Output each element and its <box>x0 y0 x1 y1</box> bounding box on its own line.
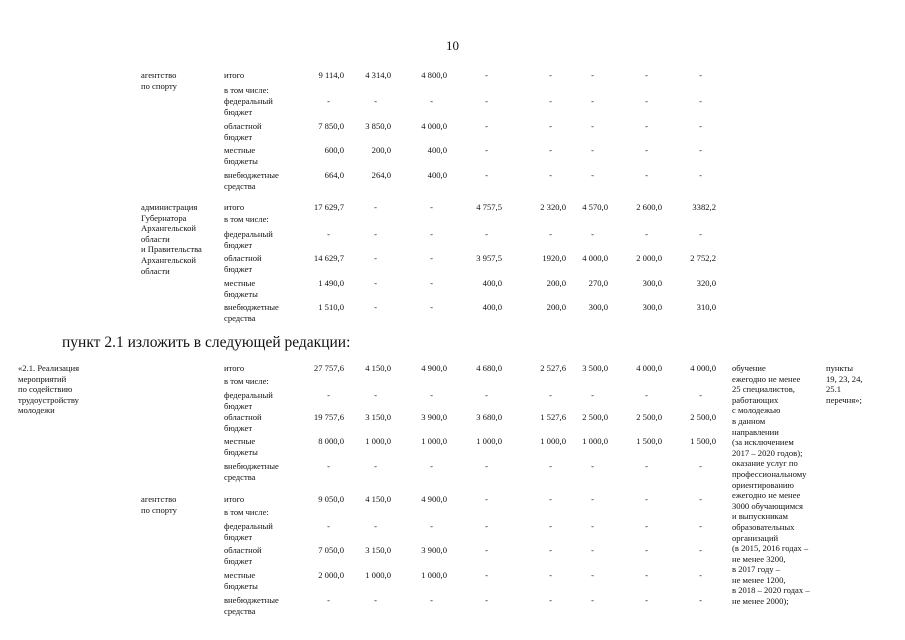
value-cell: - <box>549 229 552 239</box>
value-cell: - <box>591 390 594 400</box>
row-label-fed: федеральный бюджет <box>224 229 273 250</box>
value-cell: 400,0 <box>482 302 502 312</box>
value-cell: 3 150,0 <box>365 545 391 555</box>
value-cell: - <box>591 494 594 504</box>
value-cell: - <box>430 278 433 288</box>
value-cell: 4 000,0 <box>421 121 447 131</box>
value-cell: 200,0 <box>546 302 566 312</box>
value-cell: - <box>591 96 594 106</box>
value-cell: - <box>549 390 552 400</box>
value-cell: 3 680,0 <box>476 412 502 422</box>
value-cell: 200,0 <box>371 145 391 155</box>
value-cell: - <box>374 595 377 605</box>
value-cell: 300,0 <box>642 278 662 288</box>
value-cell: 4 314,0 <box>365 70 391 80</box>
value-cell: 14 629,7 <box>313 253 344 263</box>
row-label-vtom: в том числе: <box>224 507 269 517</box>
value-cell: 664,0 <box>324 170 344 180</box>
value-cell: - <box>485 461 488 471</box>
value-cell: - <box>327 595 330 605</box>
value-cell: - <box>374 521 377 531</box>
row-label-itogo: итого <box>224 494 245 504</box>
value-cell: 7 850,0 <box>318 121 344 131</box>
value-cell: 2 320,0 <box>540 202 566 212</box>
value-cell: - <box>645 121 648 131</box>
value-cell: 9 114,0 <box>318 70 344 80</box>
value-cell: - <box>699 229 702 239</box>
list-reference: пункты 19, 23, 24, 25.1 перечня»; <box>826 363 863 405</box>
value-cell: 400,0 <box>427 170 447 180</box>
value-cell: 1 000,0 <box>540 436 566 446</box>
value-cell: - <box>699 570 702 580</box>
row-label-mest: местные бюджеты <box>224 278 258 299</box>
value-cell: 3 500,0 <box>582 363 608 373</box>
value-cell: - <box>327 390 330 400</box>
row-label-vneb: внебюджетные средства <box>224 170 279 191</box>
value-cell: - <box>549 595 552 605</box>
row-label-obl: областной бюджет <box>224 412 262 433</box>
agency-name: агентство по спорту <box>141 494 177 515</box>
value-cell: - <box>549 121 552 131</box>
row-label-obl: областной бюджет <box>224 253 262 274</box>
value-cell: - <box>591 145 594 155</box>
value-cell: - <box>485 595 488 605</box>
value-cell: 1 500,0 <box>636 436 662 446</box>
value-cell: - <box>327 229 330 239</box>
value-cell: - <box>374 461 377 471</box>
value-cell: 3 900,0 <box>421 412 447 422</box>
value-cell: 300,0 <box>588 302 608 312</box>
value-cell: 1 510,0 <box>318 302 344 312</box>
value-cell: - <box>374 302 377 312</box>
value-cell: - <box>645 521 648 531</box>
value-cell: 8 000,0 <box>318 436 344 446</box>
value-cell: - <box>430 390 433 400</box>
value-cell: - <box>591 170 594 180</box>
value-cell: - <box>485 545 488 555</box>
value-cell: - <box>645 70 648 80</box>
value-cell: - <box>591 545 594 555</box>
value-cell: 400,0 <box>427 145 447 155</box>
value-cell: 7 050,0 <box>318 545 344 555</box>
row-label-mest: местные бюджеты <box>224 570 258 591</box>
value-cell: 4 000,0 <box>636 363 662 373</box>
value-cell: - <box>374 96 377 106</box>
value-cell: - <box>430 521 433 531</box>
value-cell: - <box>549 70 552 80</box>
value-cell: - <box>699 145 702 155</box>
value-cell: 2 752,2 <box>690 253 716 263</box>
value-cell: - <box>645 96 648 106</box>
value-cell: - <box>430 96 433 106</box>
value-cell: - <box>549 570 552 580</box>
value-cell: 2 500,0 <box>690 412 716 422</box>
value-cell: 1 000,0 <box>582 436 608 446</box>
value-cell: - <box>591 595 594 605</box>
row-label-fed: федеральный бюджет <box>224 390 273 411</box>
value-cell: - <box>645 461 648 471</box>
value-cell: - <box>645 570 648 580</box>
value-cell: 1 000,0 <box>476 436 502 446</box>
value-cell: - <box>374 229 377 239</box>
value-cell: - <box>549 461 552 471</box>
value-cell: 4 757,5 <box>476 202 502 212</box>
value-cell: - <box>485 170 488 180</box>
value-cell: - <box>485 494 488 504</box>
value-cell: - <box>645 145 648 155</box>
value-cell: - <box>485 390 488 400</box>
value-cell: - <box>430 461 433 471</box>
value-cell: - <box>485 570 488 580</box>
value-cell: - <box>645 170 648 180</box>
value-cell: 2 600,0 <box>636 202 662 212</box>
value-cell: - <box>699 494 702 504</box>
value-cell: - <box>549 170 552 180</box>
value-cell: - <box>327 521 330 531</box>
row-label-fed: федеральный бюджет <box>224 96 273 117</box>
value-cell: - <box>549 521 552 531</box>
row-label-itogo: итого <box>224 70 245 80</box>
value-cell: - <box>485 121 488 131</box>
agency-name: агентство по спорту <box>141 70 177 91</box>
value-cell: - <box>549 545 552 555</box>
value-cell: 270,0 <box>588 278 608 288</box>
value-cell: 2 500,0 <box>636 412 662 422</box>
value-cell: - <box>699 121 702 131</box>
value-cell: - <box>430 595 433 605</box>
value-cell: - <box>591 121 594 131</box>
value-cell: - <box>485 145 488 155</box>
row-label-vtom: в том числе: <box>224 85 269 95</box>
value-cell: - <box>430 229 433 239</box>
value-cell: - <box>591 70 594 80</box>
value-cell: 4 680,0 <box>476 363 502 373</box>
value-cell: - <box>699 521 702 531</box>
value-cell: - <box>485 96 488 106</box>
value-cell: 3382,2 <box>692 202 716 212</box>
value-cell: 1920,0 <box>542 253 566 263</box>
value-cell: 1 000,0 <box>365 436 391 446</box>
value-cell: 19 757,6 <box>313 412 344 422</box>
value-cell: 2 527,6 <box>540 363 566 373</box>
value-cell: 320,0 <box>696 278 716 288</box>
row-label-fed: федеральный бюджет <box>224 521 273 542</box>
value-cell: 4 000,0 <box>690 363 716 373</box>
value-cell: - <box>485 521 488 531</box>
row-label-obl: областной бюджет <box>224 121 262 142</box>
value-cell: - <box>699 170 702 180</box>
row-label-vneb: внебюджетные средства <box>224 302 279 323</box>
value-cell: 4 900,0 <box>421 494 447 504</box>
row-label-vtom: в том числе: <box>224 214 269 224</box>
value-cell: 3 900,0 <box>421 545 447 555</box>
value-cell: 4 150,0 <box>365 363 391 373</box>
value-cell: - <box>549 145 552 155</box>
row-label-itogo: итого <box>224 363 245 373</box>
value-cell: - <box>430 302 433 312</box>
row-label-vneb: внебюджетные средства <box>224 595 279 616</box>
measure-name: «2.1. Реализация мероприятий по содействию трудоустройству молодежи <box>18 363 80 416</box>
row-label-mest: местные бюджеты <box>224 145 258 166</box>
value-cell: - <box>327 461 330 471</box>
value-cell: - <box>699 390 702 400</box>
value-cell: 4 150,0 <box>365 494 391 504</box>
expected-result: обучение ежегодно не менее 25 специалистов, работающих с молодежью в данном направлении (за исключением 2017 – 2020 годов); оказание услуг по профессиональному ориентированию ежегодно не менее 3000 обучающимся и выпускникам образовательных организаций (в 2015, 2016 годах – не менее 3200, в 2017 году – не менее 1200, в 2018 – 2020 годах – не менее 2000); <box>732 363 810 607</box>
value-cell: 1 490,0 <box>318 278 344 288</box>
value-cell: 3 850,0 <box>365 121 391 131</box>
value-cell: - <box>645 545 648 555</box>
value-cell: - <box>374 278 377 288</box>
value-cell: 3 150,0 <box>365 412 391 422</box>
value-cell: - <box>374 253 377 263</box>
value-cell: - <box>699 70 702 80</box>
value-cell: - <box>374 202 377 212</box>
value-cell: 300,0 <box>642 302 662 312</box>
value-cell: 4 800,0 <box>421 70 447 80</box>
value-cell: 1 527,6 <box>540 412 566 422</box>
value-cell: 17 629,7 <box>313 202 344 212</box>
section-heading: пункт 2.1 изложить в следующей редакции: <box>62 334 351 351</box>
value-cell: - <box>430 253 433 263</box>
value-cell: - <box>549 494 552 504</box>
value-cell: 600,0 <box>324 145 344 155</box>
row-label-vneb: внебюджетные средства <box>224 461 279 482</box>
value-cell: - <box>645 494 648 504</box>
value-cell: 4 900,0 <box>421 363 447 373</box>
value-cell: - <box>327 96 330 106</box>
value-cell: 1 000,0 <box>421 570 447 580</box>
value-cell: 400,0 <box>482 278 502 288</box>
agency-name: администрация Губернатора Архангельской области и Правительства Архангельской области <box>141 202 202 276</box>
value-cell: 200,0 <box>546 278 566 288</box>
value-cell: - <box>591 521 594 531</box>
value-cell: - <box>645 229 648 239</box>
page-number: 10 <box>446 38 459 53</box>
value-cell: 4 570,0 <box>582 202 608 212</box>
value-cell: 4 000,0 <box>582 253 608 263</box>
row-label-mest: местные бюджеты <box>224 436 258 457</box>
value-cell: - <box>591 570 594 580</box>
value-cell: - <box>549 96 552 106</box>
value-cell: 1 000,0 <box>421 436 447 446</box>
row-label-vtom: в том числе: <box>224 376 269 386</box>
row-label-itogo: итого <box>224 202 245 212</box>
value-cell: 1 500,0 <box>690 436 716 446</box>
value-cell: 27 757,6 <box>313 363 344 373</box>
value-cell: - <box>699 545 702 555</box>
value-cell: 2 000,0 <box>318 570 344 580</box>
value-cell: - <box>645 595 648 605</box>
value-cell: 2 000,0 <box>636 253 662 263</box>
value-cell: - <box>699 96 702 106</box>
value-cell: - <box>430 202 433 212</box>
row-label-obl: областной бюджет <box>224 545 262 566</box>
value-cell: - <box>699 461 702 471</box>
value-cell: - <box>645 390 648 400</box>
value-cell: - <box>485 229 488 239</box>
value-cell: - <box>699 595 702 605</box>
value-cell: 1 000,0 <box>365 570 391 580</box>
value-cell: - <box>485 70 488 80</box>
value-cell: - <box>591 229 594 239</box>
value-cell: - <box>591 461 594 471</box>
value-cell: 264,0 <box>371 170 391 180</box>
value-cell: - <box>374 390 377 400</box>
value-cell: 9 050,0 <box>318 494 344 504</box>
value-cell: 310,0 <box>696 302 716 312</box>
value-cell: 2 500,0 <box>582 412 608 422</box>
value-cell: 3 957,5 <box>476 253 502 263</box>
